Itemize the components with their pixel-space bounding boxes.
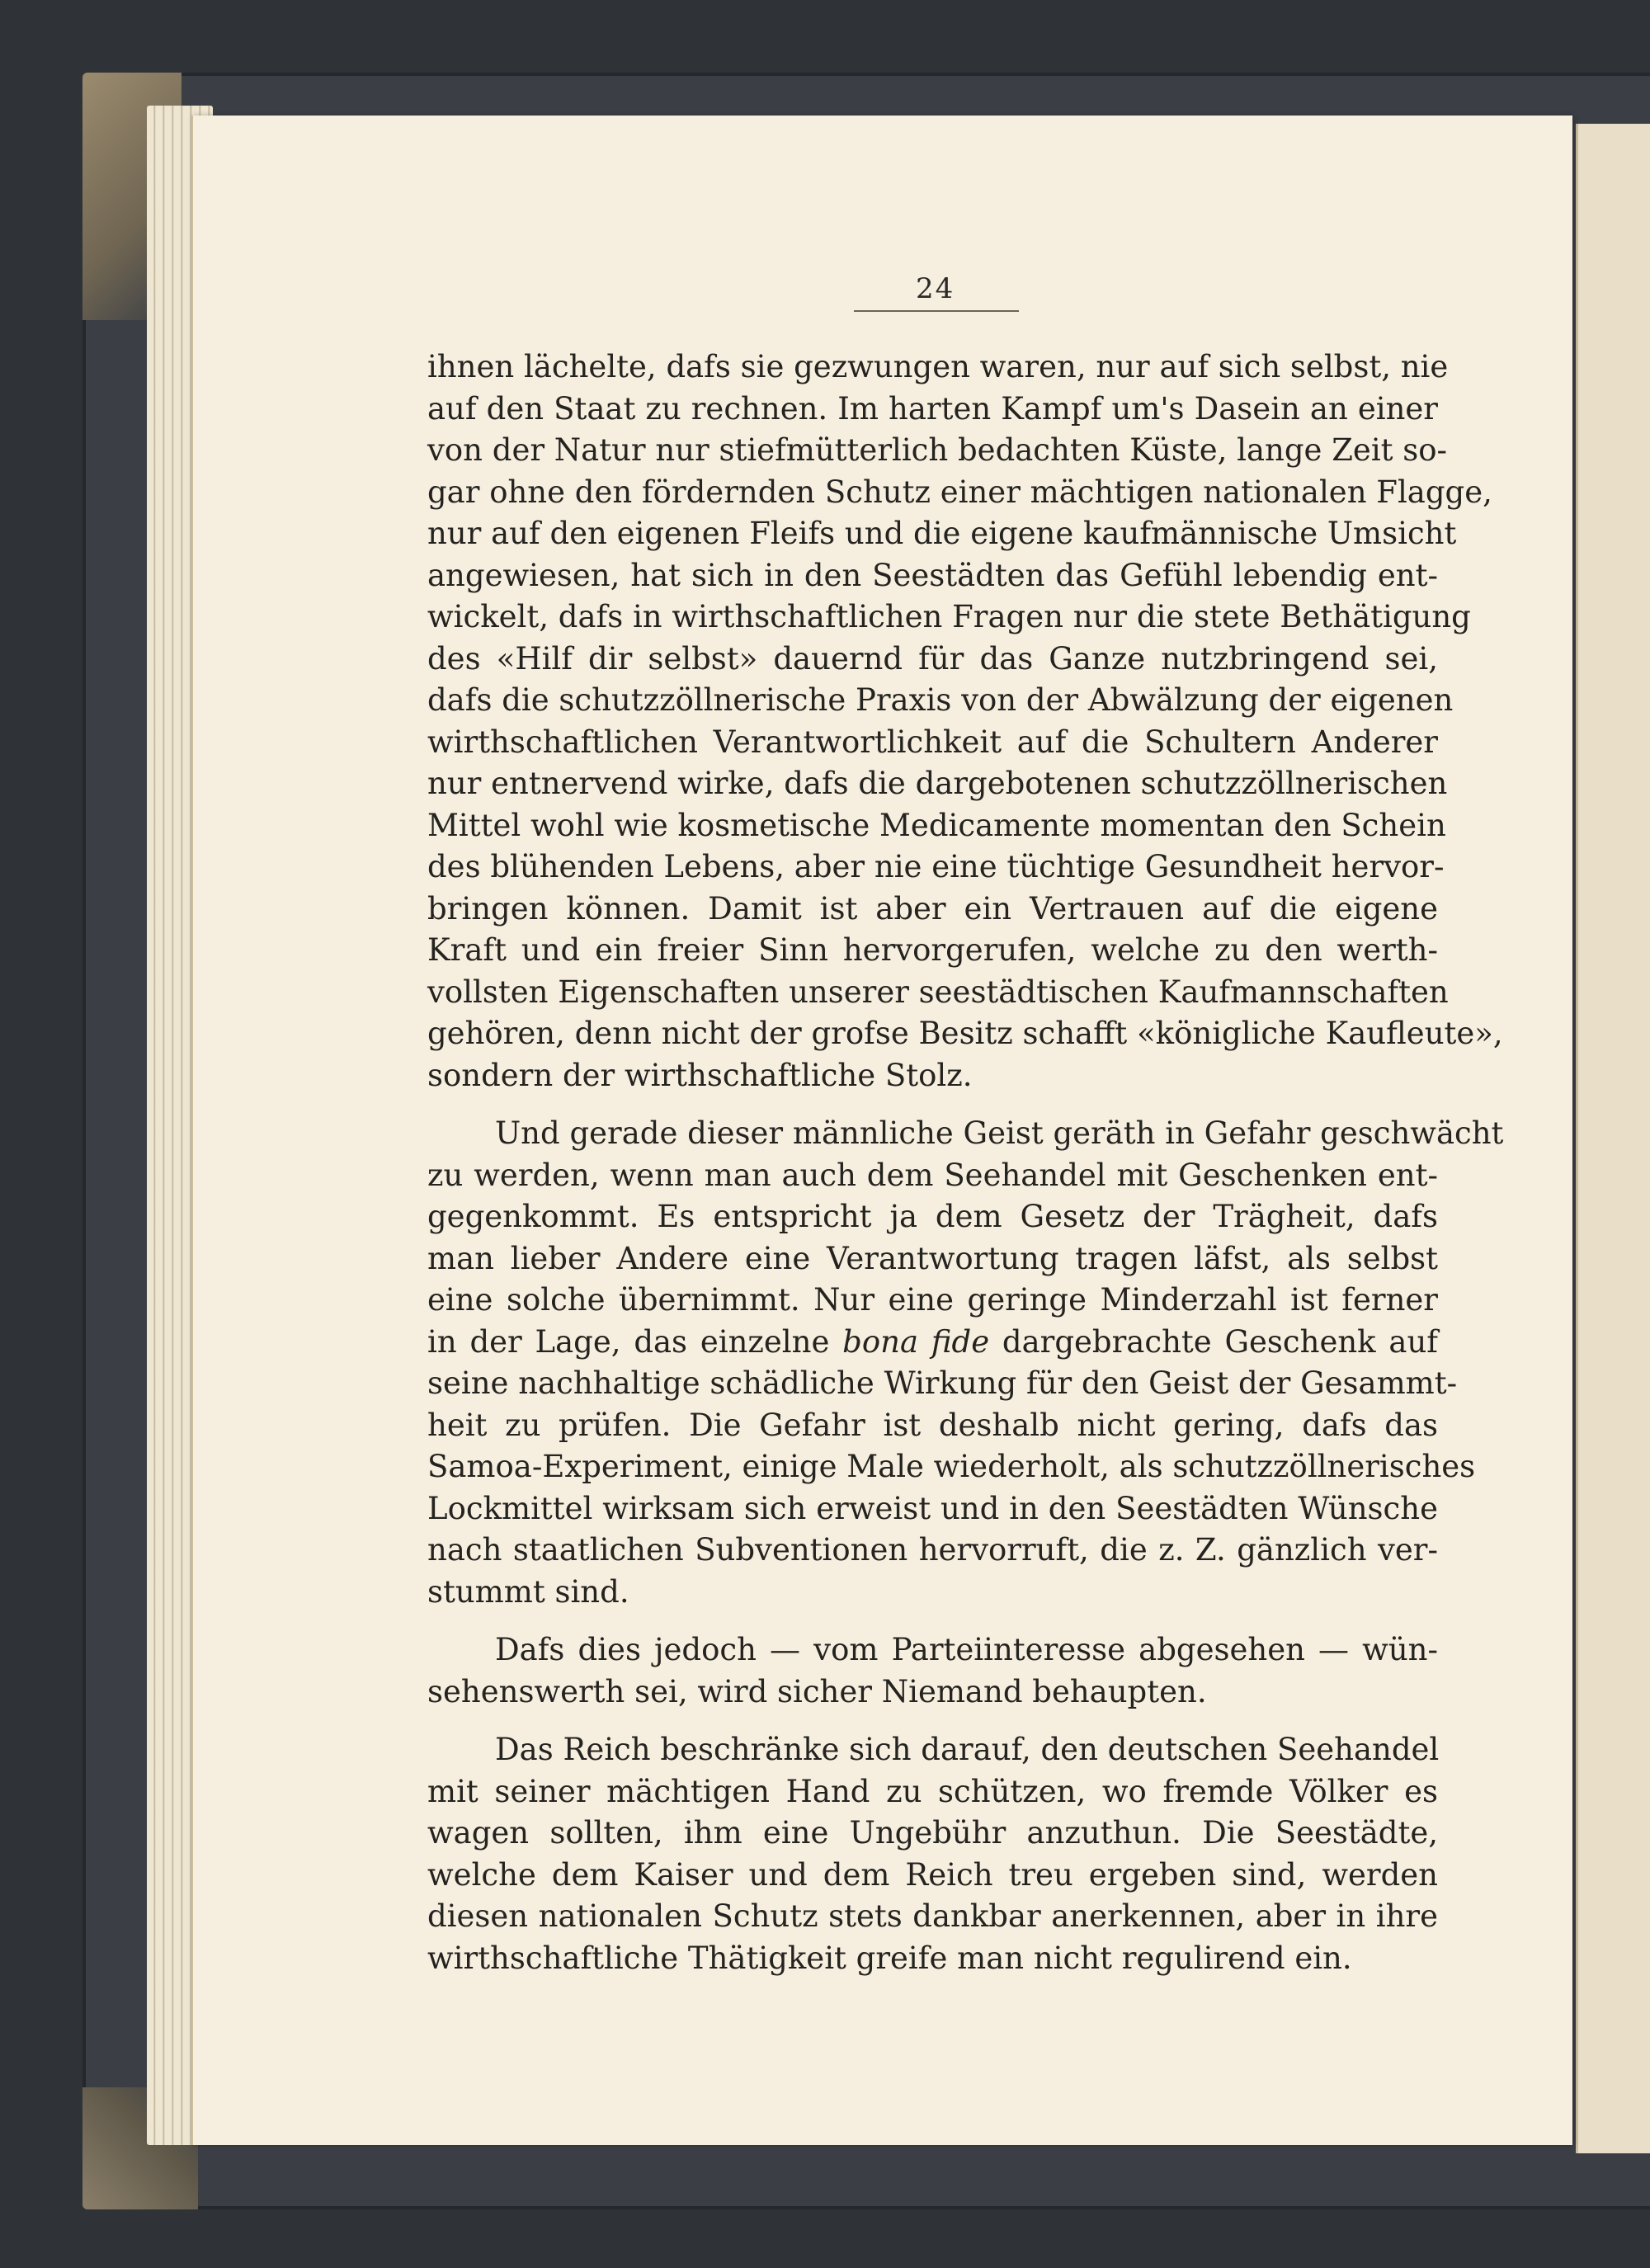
text-line: nur auf den eigenen Fleifs und die eigene kaufmännische Umsicht	[427, 516, 1457, 551]
text-line: vollsten Eigenschaften unserer seestädtischen Kaufmannschaften	[427, 974, 1449, 1010]
text-line: Dafs dies jedoch — vom Parteiinteresse abgesehen — wün-	[495, 1632, 1438, 1667]
text-line: eine solche übernimmt. Nur eine geringe Minderzahl ist ferner	[427, 1282, 1438, 1318]
text-line: Samoa-Experiment, einige Male wiederholt, als schutzzöllnerisches	[427, 1449, 1476, 1484]
text-line: sondern der wirthschaftliche Stolz.	[427, 1058, 973, 1093]
text-line: wagen sollten, ihm eine Ungebühr anzuthun. Die Seestädte,	[427, 1815, 1438, 1851]
text-line: Das Reich beschränke sich darauf, den deutschen Seehandel	[495, 1732, 1440, 1767]
text-line: heit zu prüfen. Die Gefahr ist deshalb nicht gering, dafs das	[427, 1407, 1438, 1443]
text-line: gegenkommt. Es entspricht ja dem Gesetz der Trägheit, dafs	[427, 1199, 1438, 1234]
text-line: wirthschaftliche Thätigkeit greife man nicht regulirend ein.	[427, 1940, 1352, 1976]
text-line: diesen nationalen Schutz stets dankbar anerkennen, aber in ihre	[427, 1898, 1438, 1934]
text-line: welche dem Kaiser und dem Reich treu ergeben sind, werden	[427, 1857, 1438, 1893]
text-line: nur entnervend wirke, dafs die dargebotenen schutzzöllnerischen	[427, 766, 1448, 801]
text-line: Lockmittel wirksam sich erweist und in den Seestädten Wünsche	[427, 1491, 1438, 1526]
text-line: gehören, denn nicht der grofse Besitz schafft «königliche Kaufleute»,	[427, 1016, 1503, 1051]
text-line: nach staatlichen Subventionen hervorruft, die z. Z. gänzlich ver-	[427, 1532, 1438, 1568]
text-line: dafs die schutzzöllnerische Praxis von der Abwälzung der eigenen	[427, 682, 1454, 718]
text-line: Mittel wohl wie kosmetische Medicamente momentan den Schein	[427, 808, 1446, 843]
text-line: des blühenden Lebens, aber nie eine tüchtige Gesundheit hervor-	[427, 849, 1445, 884]
text-line: man lieber Andere eine Verantwortung tragen läfst, als selbst	[427, 1241, 1438, 1276]
text-line: auf den Staat zu rechnen. Im harten Kampf um's Dasein an einer	[427, 391, 1438, 427]
text-line: zu werden, wenn man auch dem Seehandel mit Geschenken ent-	[427, 1158, 1438, 1193]
text-line: bringen können. Damit ist aber ein Vertrauen auf die eigene	[427, 891, 1438, 927]
text-line: ihnen lächelte, dafs sie gezwungen waren, nur auf sich selbst, nie	[427, 349, 1449, 384]
text-line: gar ohne den fördernden Schutz einer mächtigen nationalen Flagge,	[427, 474, 1492, 510]
text-line: sehenswerth sei, wird sicher Niemand behaupten.	[427, 1674, 1207, 1709]
text-line: in der Lage, das einzelne bona fide dargebrachte Geschenk auf	[427, 1324, 1438, 1360]
facing-page-edge	[1576, 124, 1650, 2153]
text-line: angewiesen, hat sich in den Seestädten das Gefühl lebendig ent-	[427, 558, 1438, 593]
text-line: von der Natur nur stiefmütterlich bedachten Küste, lange Zeit so-	[427, 432, 1448, 468]
text-line: mit seiner mächtigen Hand zu schützen, wo fremde Völker es	[427, 1774, 1438, 1809]
text-line: Und gerade dieser männliche Geist geräth in Gefahr geschwächt	[495, 1115, 1504, 1151]
text-line: seine nachhaltige schädliche Wirkung für den Geist der Gesammt-	[427, 1365, 1458, 1401]
page-number-rule	[854, 310, 1019, 312]
page-number: 24	[916, 272, 955, 305]
text-line: wirthschaftlichen Verantwortlichkeit auf die Schultern Anderer	[427, 724, 1438, 760]
text-line: Kraft und ein freier Sinn hervorgerufen, welche zu den werth-	[427, 932, 1438, 968]
text-line: stummt sind.	[427, 1574, 629, 1610]
text-line: des «Hilf dir selbst» dauernd für das Ganze nutzbringend sei,	[427, 641, 1438, 677]
text-line: wickelt, dafs in wirthschaftlichen Fragen nur die stete Bethätigung	[427, 599, 1471, 634]
